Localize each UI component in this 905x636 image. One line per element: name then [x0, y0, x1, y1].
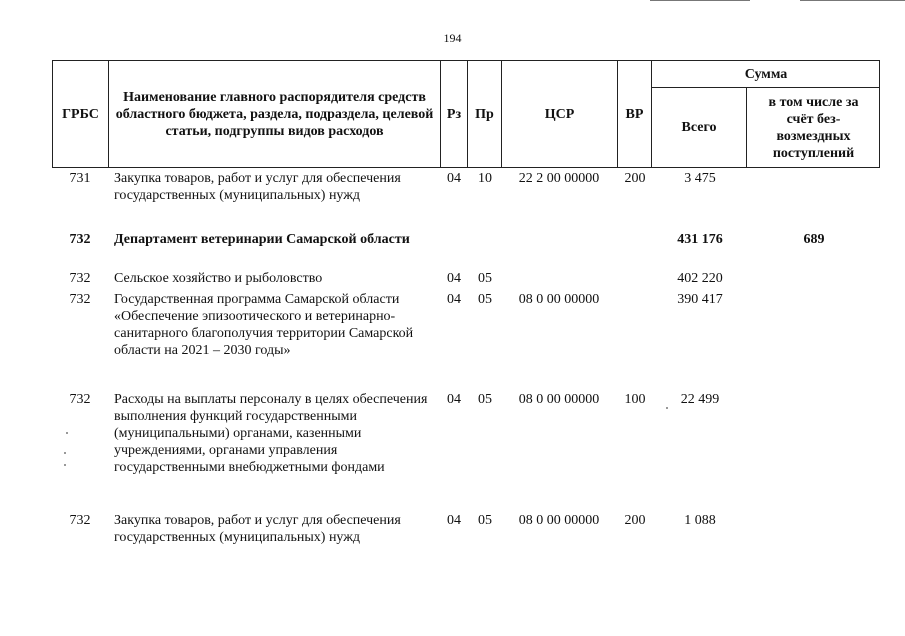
cell-vr: 100 — [624, 392, 646, 407]
header-grbs: ГРБС — [62, 106, 99, 122]
header-csr: ЦСР — [544, 106, 575, 122]
cell-vr: 200 — [624, 513, 646, 528]
cell-csr: 08 0 00 00000 — [518, 292, 600, 307]
header-sum: Сумма — [744, 66, 788, 82]
cell-pr: 05 — [478, 292, 492, 307]
header-vr: ВР — [625, 106, 644, 122]
cell-pr: 05 — [478, 271, 492, 286]
cell-total: 431 176 — [677, 232, 723, 247]
scan-speck — [64, 452, 66, 454]
cell-csr: 08 0 00 00000 — [518, 392, 600, 407]
header-name: Наименование главного распорядителя средств областного бюджета, раздела, подраздела, целевой статьи, подгруппы видов расходов — [115, 89, 434, 139]
scan-speck — [64, 464, 66, 466]
table-header — [52, 60, 880, 168]
scan-speck — [66, 432, 68, 434]
header-rz: Рз — [446, 106, 462, 122]
cell-name: Государственная программа Самарской области «Обеспечение эпизоотического и ветеринарно-санитарного благополучия территории Самарской области на 2021 – 2030 годы» — [114, 292, 414, 358]
header-total: Всего — [681, 120, 717, 135]
cell-name: Закупка товаров, работ и услуг для обеспечения государственных (муниципальных) нужд — [114, 513, 401, 545]
scan-speck — [666, 407, 668, 409]
cell-pr: 05 — [478, 513, 492, 528]
cell-grbs: 732 — [69, 232, 91, 247]
cell-name: Департамент ветеринарии Самарской области — [114, 232, 410, 247]
cell-total: 1 088 — [684, 513, 716, 528]
cell-rz: 04 — [447, 513, 461, 528]
cell-total: 390 417 — [677, 292, 723, 307]
cell-free: 689 — [803, 232, 825, 247]
cell-csr: 08 0 00 00000 — [518, 513, 600, 528]
cell-rz: 04 — [447, 271, 461, 286]
scan-edge-line — [800, 0, 905, 1]
cell-grbs: 732 — [69, 392, 91, 407]
header-free: в том числе за счёт без-возмездных поступлений — [768, 94, 859, 161]
cell-name: Сельское хозяйство и рыболовство — [114, 271, 323, 286]
cell-total: 22 499 — [680, 392, 720, 407]
cell-grbs: 732 — [69, 292, 91, 307]
header-pr: Пр — [475, 106, 494, 122]
cell-rz: 04 — [447, 292, 461, 307]
cell-total: 3 475 — [684, 171, 716, 186]
cell-vr: 200 — [624, 171, 646, 186]
scan-edge-line — [650, 0, 750, 1]
page-number: 194 — [443, 31, 462, 45]
cell-grbs: 732 — [69, 513, 91, 528]
cell-pr: 05 — [478, 392, 492, 407]
cell-pr: 10 — [478, 171, 492, 186]
cell-csr: 22 2 00 00000 — [518, 171, 600, 186]
cell-rz: 04 — [447, 171, 461, 186]
cell-rz: 04 — [447, 392, 461, 407]
cell-name: Закупка товаров, работ и услуг для обеспечения государственных (муниципальных) нужд — [114, 171, 401, 203]
cell-grbs: 732 — [69, 271, 91, 286]
cell-total: 402 220 — [677, 271, 723, 286]
cell-grbs: 731 — [69, 171, 91, 186]
cell-name: Расходы на выплаты персоналу в целях обеспечения выполнения функций государственными (муниципальными) органами, казенными учреждениями, органами управления государственными внебюджетными фондами — [114, 392, 428, 475]
